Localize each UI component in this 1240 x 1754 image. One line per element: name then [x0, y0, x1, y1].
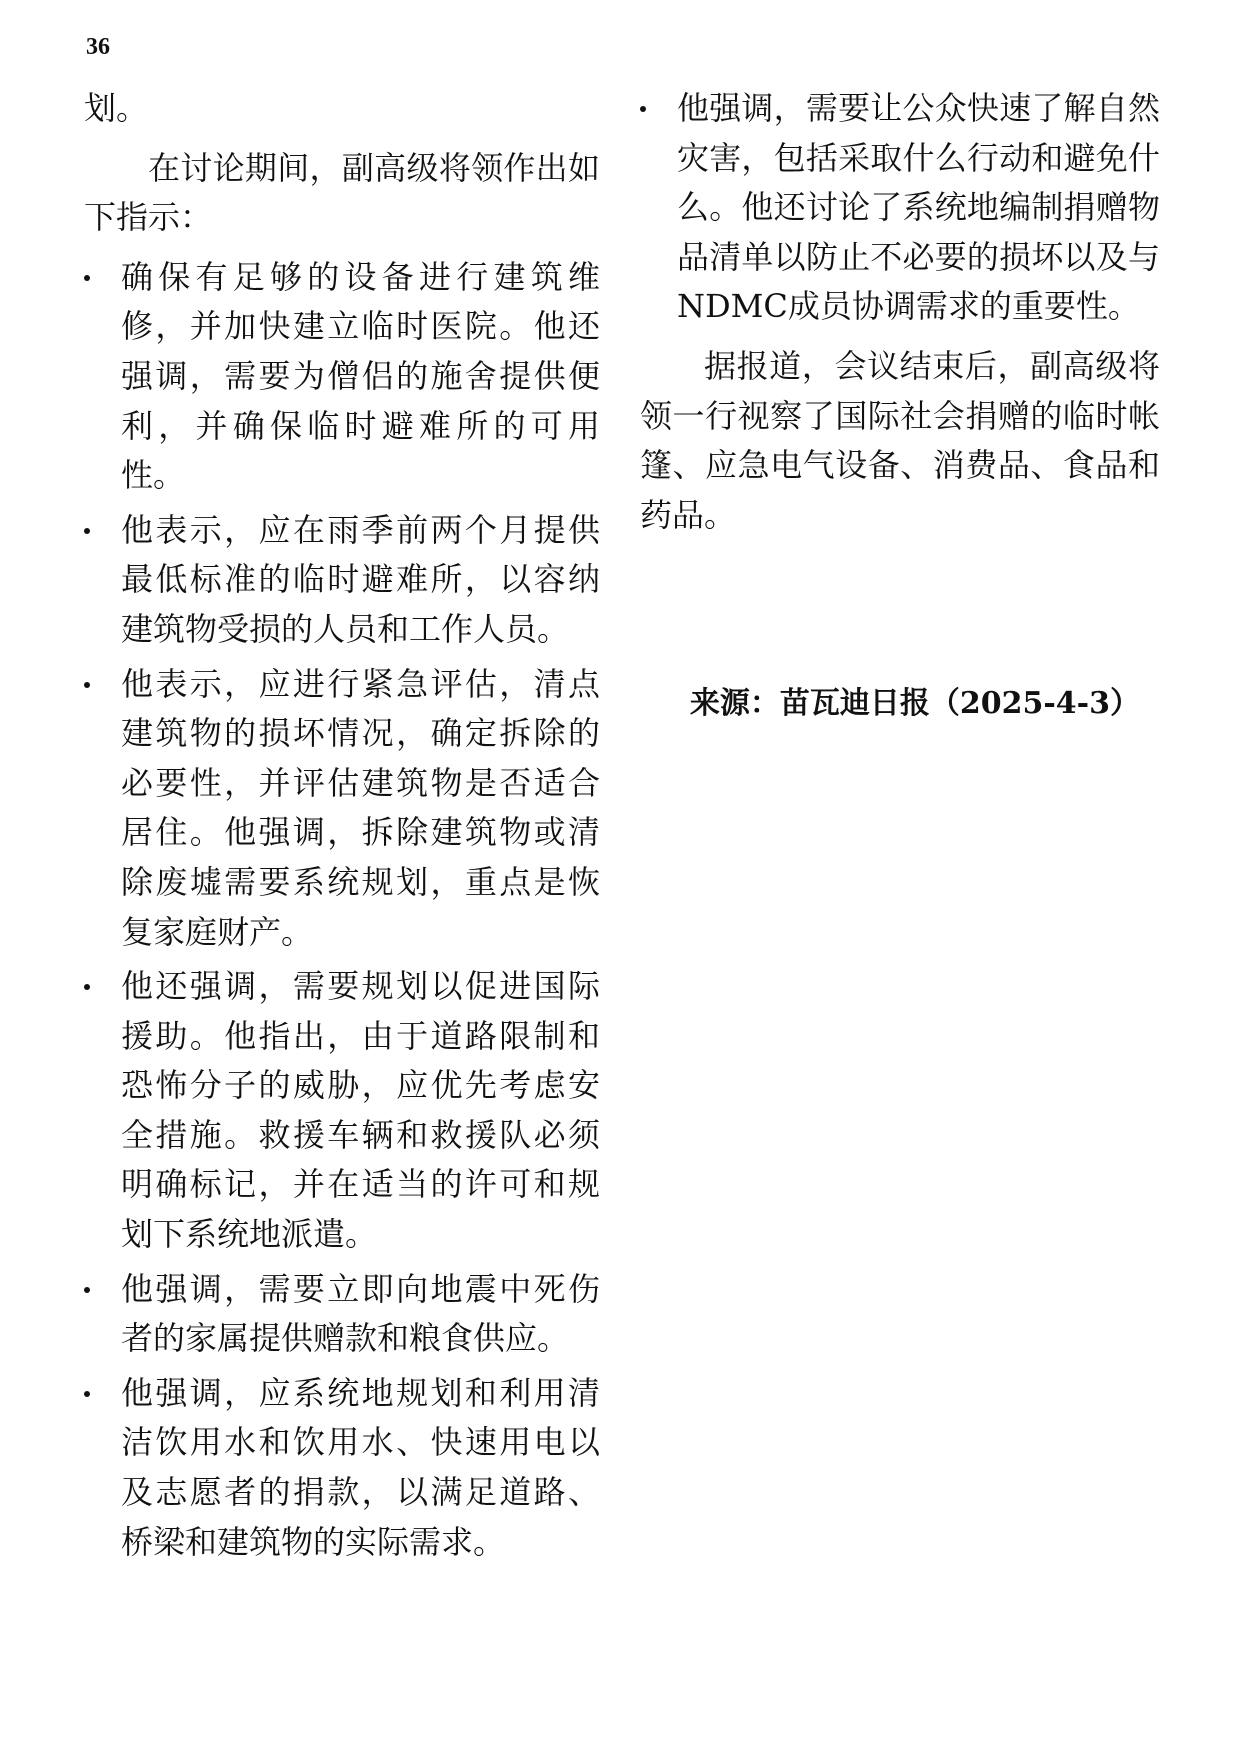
list-item: 他强调，需要让公众快速了解自然灾害，包括采取什么行动和避免什么。他还讨论了系统地编制捐赠物品清单以防止不必要的损坏以及与NDMC成员协调需求的重要性。 — [640, 84, 1160, 332]
list-item: 他表示，应进行紧急评估，清点建筑物的损坏情况，确定拆除的必要性，并评估建筑物是否适合居住。他强调，拆除建筑物或清除废墟需要系统规划，重点是恢复家庭财产。 — [84, 660, 600, 958]
left-column — [84, 84, 600, 1572]
source-citation: 来源：苗瓦迪日报（2025-4-3） — [689, 686, 1140, 721]
right-column — [640, 84, 1160, 540]
intro-paragraph: 在讨论期间，副高级将领作出如下指示： — [84, 148, 600, 237]
list-item: 他强调，需要立即向地震中死伤者的家属提供赠款和粮食供应。 — [84, 1265, 600, 1364]
list-item: 他强调，应系统地规划和利用清洁饮用水和饮用水、快速用电以及志愿者的捐款，以满足道路、桥梁和建筑物的实际需求。 — [84, 1369, 600, 1567]
directive-list — [84, 253, 600, 1567]
page-number: 36 — [86, 34, 110, 60]
list-item: 确保有足够的设备进行建筑维修，并加快建立临时医院。他还强调，需要为僧侣的施舍提供便利，并确保临时避难所的可用性。 — [84, 253, 600, 501]
list-item: 他还强调，需要规划以促进国际援助。他指出，由于道路限制和恐怖分子的威胁，应优先考虑安全措施。救援车辆和救援队必须明确标记，并在适当的许可和规划下系统地派遣。 — [84, 962, 600, 1260]
list-item: 他表示，应在雨季前两个月提供最低标准的临时避难所，以容纳建筑物受损的人员和工作人员。 — [84, 506, 600, 655]
continuation-text: 划。 — [84, 89, 149, 127]
directive-list-continued — [640, 84, 1160, 332]
closing-paragraph: 据报道，会议结束后，副高级将领一行视察了国际社会捐赠的临时帐篷、应急电气设备、消费品、食品和药品。 — [640, 346, 1160, 534]
